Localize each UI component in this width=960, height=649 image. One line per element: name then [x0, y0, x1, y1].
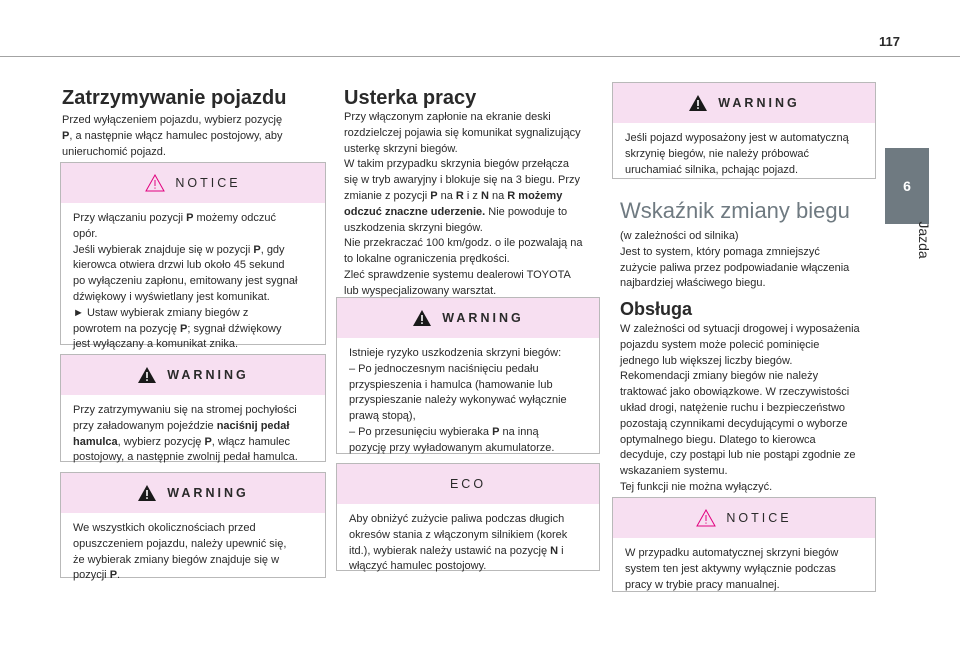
text-line: Nie przekraczać 100 km/godz. o ile pozwalają na	[344, 237, 583, 250]
text-line: prawą stopą),	[349, 410, 416, 423]
text-line: przyspieszenia i hamulca (hamowanie lub	[349, 378, 553, 391]
notice-body	[613, 538, 875, 602]
text-line: postojowy, a następnie zwolnij pedał hamulca.	[73, 451, 298, 464]
text-line: że wybierak zmiany biegów znajduje się w	[73, 553, 280, 566]
section-title-stopping: Zatrzymywanie pojazdu	[62, 87, 287, 109]
operation-body	[620, 322, 882, 496]
text-line: kierowca otwiera drzwi lub około 45 sekund	[73, 259, 285, 272]
text-line: po wyłączeniu zapłonu, emitowany jest sygnał	[73, 275, 298, 288]
text-line: przy załadowanym pojeździe naciśnij pedał	[73, 419, 290, 432]
text-line: We wszystkich okolicznościach przed	[73, 522, 256, 534]
text-line: W takim przypadku skrzynia biegów przełącza	[344, 158, 569, 171]
text-line: Przy włączaniu pozycji P możemy odczuć	[73, 212, 276, 224]
notice-triangle-icon	[145, 174, 165, 192]
text-line: ► Ustaw wybierak zmiany biegów z	[73, 306, 249, 319]
text-line: Jeśli pojazd wyposażony jest w automatyczną	[625, 132, 849, 144]
text-line: Przy zatrzymywaniu się na stromej pochyłości	[73, 404, 297, 416]
text-line: – Po przesunięciu wybieraka P na inną	[349, 425, 539, 438]
text-line: Aby obniżyć zużycie paliwa podczas długich	[349, 513, 565, 525]
subsection-title-operation: Obsługa	[620, 299, 693, 319]
text-line: pracy w trybie pracy manualnej.	[625, 578, 780, 591]
warning-body	[61, 513, 325, 593]
text-line: włączyć hamulec postojowy.	[349, 560, 487, 573]
text-line: traktować jako obowiązkowe. W rzeczywistości	[620, 386, 850, 399]
warning-body	[61, 395, 325, 475]
chapter-label: Jazda	[916, 221, 932, 259]
text-line: powrotem na pozycję P; sygnał dźwiękowy	[73, 322, 282, 335]
warning-box	[60, 472, 326, 582]
text-line: Tej funkcji nie można wyłączyć.	[620, 480, 773, 493]
notice-box	[612, 497, 876, 592]
section-title-gear-indicator: Wskaźnik zmiany biegu	[620, 198, 850, 223]
text-line: usterkę skrzyni biegów.	[344, 142, 458, 155]
notice-box	[60, 162, 326, 351]
text-line: najbardziej właściwego biegu.	[620, 277, 766, 290]
text-line: pozycję przy wyładowanym akumulatorze.	[349, 441, 555, 454]
text-line: Przy włączonym zapłonie na ekranie deski	[344, 111, 551, 123]
text-line: Rekomendacji zmiany biegów nie należy	[620, 370, 819, 383]
text-line: pozycji P.	[73, 569, 121, 582]
section-title-malfunction: Usterka pracy	[344, 87, 477, 109]
text-line: to lokalne ograniczenia prędkości.	[344, 253, 510, 266]
text-line: system ten jest aktywny wyłącznie podczas	[625, 562, 836, 575]
text-line: opuszczeniem pojazdu, należy upewnić się,	[73, 537, 287, 550]
text-line: hamulca, wybierz pozycję P, włącz hamulec	[73, 435, 291, 448]
warning-title: WARNING	[167, 368, 249, 382]
chapter-number: 6	[903, 178, 911, 194]
text-line: Jest to system, który pomaga zmniejszyć	[620, 245, 820, 258]
text-line: Jeśli wybierak znajduje się w pozycji P, gdy	[73, 243, 285, 256]
warning-body	[613, 123, 875, 187]
warning-box	[60, 354, 326, 462]
text-line: optymalnego biegu. Dlatego to kierowca	[620, 433, 816, 446]
text-line: lub wyspecjalizowany warsztat.	[344, 284, 497, 297]
text-line: uszkodzenia skrzyni biegów.	[344, 221, 483, 234]
warning-triangle-icon	[688, 94, 708, 112]
text-line: odczuć znaczne uderzenie. Nie powoduje to	[344, 205, 568, 218]
text-line: Przed wyłączeniem pojazdu, wybierz pozycję	[62, 114, 283, 126]
warning-title: WARNING	[718, 96, 800, 110]
notice-title: NOTICE	[726, 511, 792, 525]
warning-box	[612, 82, 876, 179]
text-line: okresów stania z włączonym silnikiem (korek	[349, 528, 568, 541]
text-line: wskazaniem systemu.	[620, 465, 728, 478]
notice-header	[61, 163, 325, 203]
text-line: rozdzielczej pojawia się komunikat sygnalizujący	[344, 126, 581, 139]
warning-header	[61, 355, 325, 395]
text-line: jednego lub większej liczby biegów.	[620, 354, 793, 367]
text-line: skrzynię biegów, nie należy próbować	[625, 147, 810, 160]
text-line: dźwiękowy i wyświetlany jest komunikat.	[73, 290, 270, 303]
text-line: pozostają czynnikami decydującymi o wyborze	[620, 417, 848, 430]
warning-header	[61, 473, 325, 513]
text-line: W zależności od sytuacji drogowej i wyposażenia	[620, 323, 860, 335]
stopping-intro	[62, 113, 328, 160]
notice-header	[613, 498, 875, 538]
text-line: się w tryb awaryjny i blokuje się na 3 biegu. Przy	[344, 174, 580, 187]
eco-title: ECO	[449, 477, 487, 491]
eco-box	[336, 463, 600, 571]
gear-indicator-intro	[620, 229, 882, 292]
text-line: Istnieje ryzyko uszkodzenia skrzyni biegów:	[349, 347, 562, 359]
text-line: – Po jednoczesnym naciśnięciu pedału	[349, 362, 539, 375]
warning-header	[337, 298, 599, 338]
notice-body	[61, 203, 325, 362]
warning-triangle-icon	[137, 484, 157, 502]
text-line: W przypadku automatycznej skrzyni biegów	[625, 547, 839, 559]
text-line: zmianie z pozycji P na R i z N na R możemy	[344, 189, 563, 202]
page-number: 117	[879, 34, 900, 49]
text-line: układ drogi, natężenie ruchu i bezpieczeństwo	[620, 401, 846, 414]
text-line: zużycie paliwa przez podpowiadanie włączenia	[620, 261, 850, 274]
text-line: przyspieszanie należy wykonywać wyłącznie	[349, 394, 567, 407]
warning-body	[337, 338, 599, 466]
warning-box	[336, 297, 600, 454]
text-line: unieruchomić pojazd.	[62, 145, 166, 158]
text-line: jest wyłączany a komunikat znika.	[73, 338, 239, 351]
text-line: pojazdu system może polecić pominięcie	[620, 338, 820, 351]
warning-title: WARNING	[167, 486, 249, 500]
text-line: itd.), wybierak należy ustawić na pozycję N i	[349, 544, 564, 557]
eco-header	[337, 464, 599, 504]
warning-triangle-icon	[412, 309, 432, 327]
text-line: P, a następnie włącz hamulec postojowy, aby	[62, 129, 283, 142]
warning-triangle-icon	[137, 366, 157, 384]
text-line: uruchamiać silnika, pchając pojazd.	[625, 163, 799, 176]
text-line: Zleć sprawdzenie systemu dealerowi TOYOTA	[344, 268, 571, 281]
malfunction-body	[344, 110, 606, 300]
notice-title: NOTICE	[175, 176, 241, 190]
text-line: decyduje, czy postąpi lub nie postąpi zgodnie ze	[620, 449, 856, 462]
top-rule	[0, 56, 960, 57]
text-line: (w zależności od silnika)	[620, 230, 739, 242]
eco-body	[337, 504, 599, 584]
warning-header	[613, 83, 875, 123]
text-line: opór.	[73, 227, 98, 240]
notice-triangle-icon	[696, 509, 716, 527]
warning-title: WARNING	[442, 311, 524, 325]
